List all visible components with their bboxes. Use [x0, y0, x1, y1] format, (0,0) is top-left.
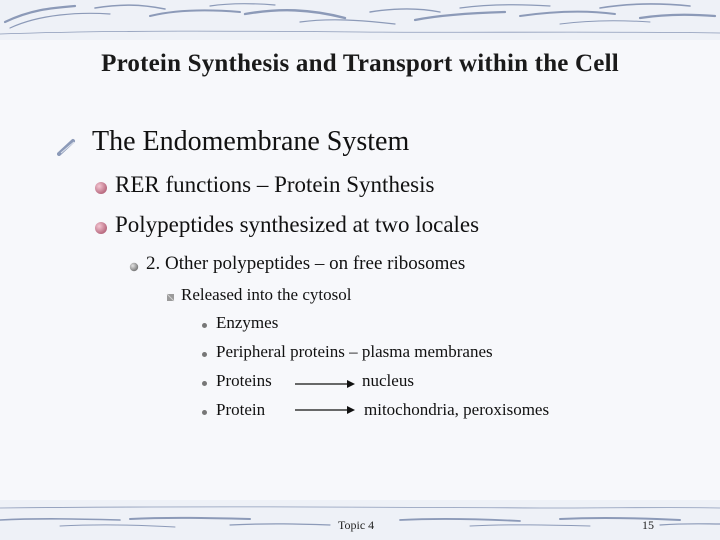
proteins-label: Proteins — [216, 371, 272, 390]
protein-label: Protein — [216, 400, 266, 419]
bullet-polypeptides-locales: Polypeptides synthesized at two locales — [115, 212, 480, 237]
footer-page-number: 15 — [642, 518, 654, 532]
right-arrow-icon — [295, 378, 357, 390]
pink-sphere-bullet-icon — [94, 181, 108, 195]
bullet-endomembrane-system: The Endomembrane System — [92, 126, 410, 157]
small-square-bullet-icon — [166, 293, 175, 302]
tiny-dot-bullet-icon — [201, 351, 208, 358]
bullet-released-cytosol: Released into the cytosol — [181, 285, 352, 304]
tiny-dot-bullet-icon — [201, 322, 208, 329]
tiny-dot-bullet-icon — [201, 380, 208, 387]
bullet-protein-mitochondria — [216, 400, 265, 420]
gray-sphere-bullet-icon — [129, 262, 139, 272]
mitochondria-label: mitochondria, peroxisomes — [364, 400, 550, 419]
bullet-free-ribosomes: 2. Other polypeptides – on free ribosomes — [146, 253, 466, 274]
nucleus-label: nucleus — [362, 371, 414, 390]
hatched-stroke-bullet-icon — [57, 138, 77, 156]
bullet-rer-functions: RER functions – Protein Synthesis — [115, 172, 435, 197]
bullet-proteins-nucleus — [216, 371, 272, 391]
top-border-decoration — [0, 0, 720, 40]
tiny-dot-bullet-icon — [201, 409, 208, 416]
bullet-peripheral-proteins: Peripheral proteins – plasma membranes — [216, 342, 493, 361]
right-arrow-icon — [295, 404, 357, 416]
pink-sphere-bullet-icon — [94, 221, 108, 235]
bullet-enzymes: Enzymes — [216, 313, 279, 332]
slide-title: Protein Synthesis and Transport within the Cell — [101, 50, 619, 77]
footer-topic: Topic 4 — [338, 518, 375, 532]
